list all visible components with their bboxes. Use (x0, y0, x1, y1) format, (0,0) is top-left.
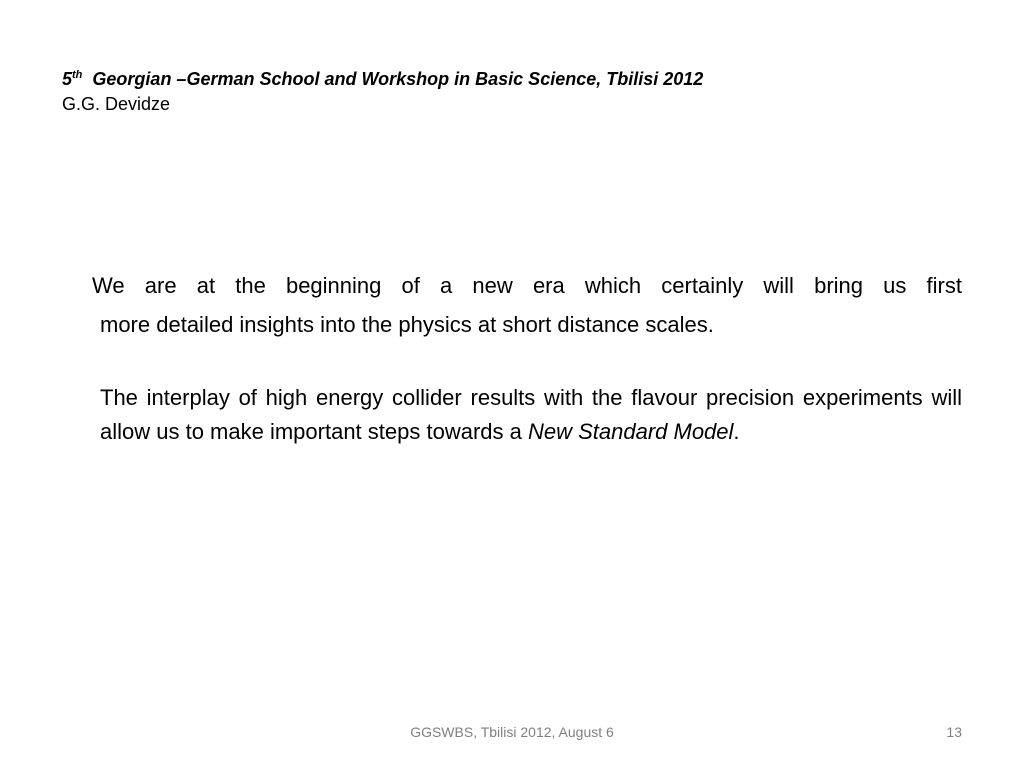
slide-header (62, 66, 962, 116)
paragraph-2-end: . (733, 419, 740, 444)
paragraph-2-emphasis: New Standard Model (527, 419, 734, 444)
paragraph-1-line-2: more detailed insights into the physics at short distance scales. (100, 312, 714, 337)
paragraph-1 (92, 266, 962, 344)
conference-title (62, 66, 962, 92)
edition-suffix: th (72, 69, 83, 81)
author-name: G.G. Devidze (62, 94, 171, 114)
edition-number: 5 (62, 69, 73, 89)
paragraph-2-text: The interplay of high energy collider results with the flavour precision experiments will allow us to make important steps towards a (100, 385, 962, 444)
page-number: 13 (946, 724, 962, 740)
paragraph-1-line-1: We are at the beginning of a new era which certainly will bring us first (92, 273, 962, 298)
slide-body (92, 266, 962, 449)
footer-caption: GGSWBS, Tbilisi 2012, August 6 (410, 724, 614, 740)
paragraph-2 (100, 381, 962, 449)
conference-name: Georgian –German School and Workshop in Basic Science, Tbilisi 2012 (92, 69, 704, 89)
